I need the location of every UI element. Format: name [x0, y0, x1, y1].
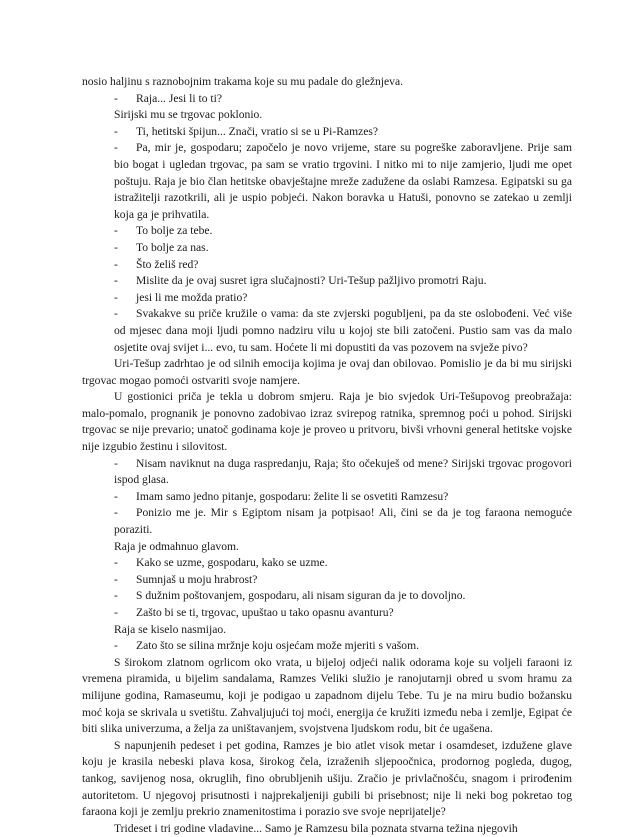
dialogue-line: [82, 605, 572, 622]
dialogue-text: Zato što se silina mržnje koju osjećam može mjeriti s vašom.: [136, 639, 420, 653]
dialogue-line: [82, 273, 572, 290]
dialogue-dash: -: [114, 606, 118, 619]
paragraph: Trideset i tri godine vladavine... Samo je Ramzesu bila poznata stvarna težina njegovih: [114, 821, 518, 835]
dialogue-line: [82, 140, 572, 223]
dialogue-dash: -: [114, 489, 118, 503]
dialogue-dash: -: [114, 91, 118, 105]
dialogue-text: To bolje za tebe.: [136, 224, 213, 238]
dialogue-text: Sumnjaš u moju hrabrost?: [136, 572, 258, 586]
paragraph: Raja je odmahnuo glavom.: [114, 539, 239, 553]
dialogue-dash: -: [114, 572, 118, 586]
dialogue-dash: -: [114, 141, 118, 155]
dialogue-line: [82, 572, 572, 589]
dialogue-line: [82, 240, 572, 257]
dialogue-dash: -: [114, 240, 118, 254]
dialogue-line: [82, 306, 572, 356]
dialogue-text: Zašto bi se ti, trgovac, upuštao u tako opasnu avanturu?: [136, 606, 394, 619]
dialogue-text: Kako se uzme, gospodaru, kako se uzme.: [136, 556, 328, 570]
dialogue-dash: -: [114, 274, 118, 288]
dialogue-line: [82, 456, 572, 489]
paragraph: Uri-Tešup zadrhtao je od silnih emocija kojima je ovaj dan obilovao. Pomislio je da bi mu sirijski trgovac mogao pomoći ostvariti svoje namjere.: [82, 357, 572, 387]
dialogue-text: Imam samo jedno pitanje, gospodaru: želite li se osvetiti Ramzesu?: [136, 489, 449, 503]
dialogue-line: [82, 489, 572, 506]
dialogue-text: Ti, hetitski špijun... Znači, vratio si se u Pi-Ramzes?: [136, 124, 379, 138]
dialogue-line: [82, 290, 572, 307]
dialogue-line: [82, 124, 572, 141]
dialogue-line: [82, 588, 572, 605]
paragraph: S napunjenih pedeset i pet godina, Ramzes je bio atlet visok metar i osamdeset, izdužene glave koju je krasila nebeski plava kosa, širokog čela, izraženih sljepoočnica, prodornog pogleda, dugog, tankog, savijenog nosa, okruglih, fino obrubljenih ušiju. Zračio je privlačnošću, snagom i prirođenim autoritetom. U njegovoj prisutnosti i najprekaljeniji gubili bi prisebnost; nije li neki bog pokretao tog faraona koji je zemlju prekrio znamenitostima i porazio sve svoje neprijatelje?: [82, 738, 572, 819]
dialogue-dash: -: [114, 307, 118, 321]
paragraph: nosio haljinu s raznobojnim trakama koje su mu padale do gležnjeva.: [82, 75, 403, 88]
dialogue-dash: -: [114, 124, 118, 138]
dialogue-dash: -: [114, 639, 118, 653]
dialogue-dash: -: [114, 224, 118, 238]
dialogue-dash: -: [114, 589, 118, 603]
paragraph: U gostionici priča je tekla u dobrom smjeru. Raja je bio svjedok Uri-Tešupovog preobražaja: malo-pomalo, prognanik je ponovno zadobivao izraz svirepog ratnika, spremnog poći u pohod. Sirijski trgovac se nije prevario; unatoč godinama koje je proveo u pritvoru, bivši vrhovni general hetitske vojske nije izgubio žestinu i silovitost.: [82, 390, 572, 454]
dialogue-text: Ponizio me je. Mir s Egiptom nisam ja potpisao! Ali, čini se da je tog faraona nemoguće poraziti.: [114, 506, 572, 537]
dialogue-line: [82, 257, 572, 274]
dialogue-text: Mislite da je ovaj susret igra slučajnosti? Uri-Tešup pažljivo promotri Raju.: [136, 274, 487, 288]
dialogue-dash: -: [114, 290, 118, 304]
dialogue-dash: -: [114, 506, 118, 520]
dialogue-text: Što želiš red?: [136, 257, 199, 271]
dialogue-line: [82, 223, 572, 240]
dialogue-text: To bolje za nas.: [136, 240, 209, 254]
dialogue-dash: -: [114, 556, 118, 570]
dialogue-text: jesi li me možda pratio?: [136, 290, 248, 304]
paragraph: Sirijski mu se trgovac poklonio.: [114, 108, 263, 122]
dialogue-dash: -: [114, 257, 118, 271]
dialogue-line: [82, 638, 572, 655]
dialogue-text: Svakakve su priče kružile o vama: da ste zvjerski pogubljeni, pa da ste oslobođeni. Već više od mjesec dana moji ljudi pomno nadziru vilu u kojoj ste bili zatočeni. Pustio sam vas da malo osjetite ovaj svijet i... evo, tu sam. Hoćete li mi dopustiti da vas pozovem na svježe pivo?: [114, 307, 572, 354]
dialogue-dash: -: [114, 456, 118, 470]
paragraph: Raja se kiselo nasmijao.: [114, 622, 227, 636]
dialogue-line: [82, 91, 572, 108]
dialogue-line: [82, 555, 572, 572]
dialogue-text: Raja... Jesi li to ti?: [136, 91, 222, 105]
paragraph: S širokom zlatnom ogrlicom oko vrata, u bijeloj odjeći nalik odorama koje su voljeli faraoni iz vremena piramida, u bijelim sandalama, Ramzes Veliki služio je ranojutarnji obred u svom hramu za milijune godina, Ramaseumu, koji je podigao u zapadnom dijelu Tebe. Tu je na miru budio božansku moć koja se skrivala u svetištu. Zahvaljujući toj moći, energija će kružiti između neba i zemlje, Egipat će biti slika univerzuma, a želja za uništavanjem, svojstvena ljudskom rodu, bit će ugašena.: [82, 655, 572, 736]
dialogue-text: Nisam naviknut na duga raspredanju, Raja; što očekuješ od mene? Sirijski trgovac progovori ispod glasa.: [114, 456, 572, 487]
dialogue-text: Pa, mir je, gospodaru; započelo je novo vrijeme, stare su pogreške zaboravljene. Prije sam bio bogat i ugledan trgovac, pa sam se vratio trgovini. I nitko mi to nije zamjerio, ljudi me opet poštuju. Raja je bio član hetitske obavještajne mreže zadužene da oslabi Ramzesa. Egipatski su ga istražitelji razotkrili, ali je uspio pobjeći. Nakon boravka u Hatuši, ponovno se zatekao u zemlji koja ga je prihvatila.: [114, 141, 572, 221]
dialogue-line: [82, 505, 572, 538]
dialogue-text: S dužnim poštovanjem, gospodaru, ali nisam siguran da je to dovoljno.: [136, 589, 466, 603]
